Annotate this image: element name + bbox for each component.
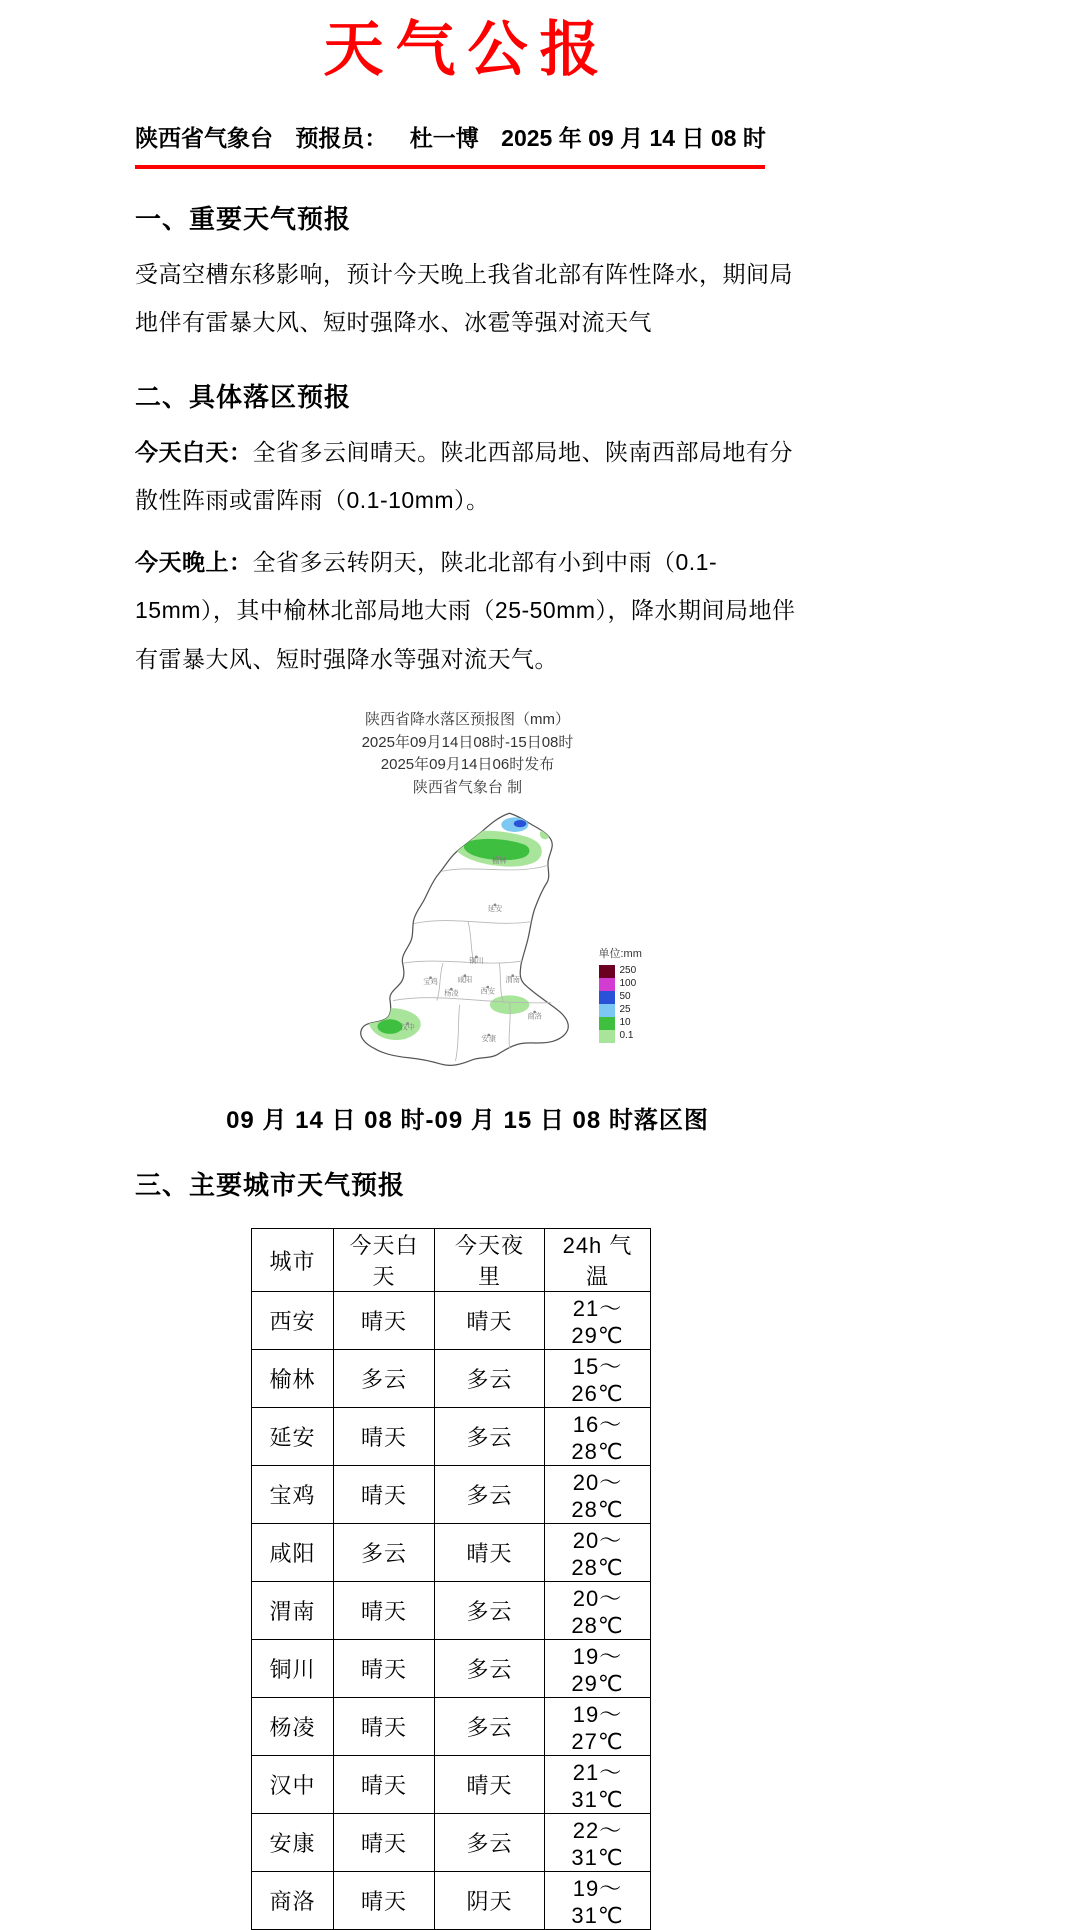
table-cell: 22～31℃ — [545, 1814, 651, 1872]
table-cell: 20～28℃ — [545, 1524, 651, 1582]
table-row — [252, 1814, 651, 1872]
daytime-text: 全省多云间晴天。陕北西部局地、陕南西部局地有分散性阵雨或雷阵雨（0.1-10mm）。 — [135, 438, 793, 513]
col-header-day: 今天白天 — [334, 1229, 435, 1292]
legend-value: 0.1 — [619, 1030, 634, 1042]
table-row — [252, 1872, 651, 1930]
map-city-label: 杨凌 — [443, 988, 459, 998]
table-row — [252, 1350, 651, 1408]
map-city-label: 安康 — [481, 1034, 496, 1044]
map-title-line2: 2025年09月14日08时-15日08时 — [361, 733, 574, 751]
map-caption: 09 月 14 日 08 时-09 月 15 日 08 时落区图 — [226, 1107, 709, 1135]
table-cell: 阴天 — [435, 1872, 545, 1930]
agency-name: 陕西省气象台 — [135, 125, 273, 151]
night-forecast — [135, 538, 800, 683]
map-legend-items — [599, 965, 642, 1043]
legend-item — [599, 1004, 642, 1017]
map-title-line3: 2025年09月14日06时发布 — [380, 756, 555, 774]
city-weather-tbody — [252, 1292, 651, 1930]
table-cell: 商洛 — [252, 1872, 334, 1930]
legend-swatch — [599, 1017, 615, 1030]
map-city-label: 商洛 — [526, 1011, 542, 1021]
table-cell: 19～31℃ — [545, 1872, 651, 1930]
issuer-line — [135, 120, 765, 169]
daytime-forecast — [135, 428, 800, 525]
map-title-line4: 陕西省气象台 制 — [412, 778, 523, 796]
precipitation-map-figure — [135, 709, 800, 1135]
table-cell: 晴天 — [334, 1408, 435, 1466]
table-cell: 20～28℃ — [545, 1466, 651, 1524]
table-cell: 汉中 — [252, 1756, 334, 1814]
legend-item — [599, 1030, 642, 1043]
table-cell: 西安 — [252, 1292, 334, 1350]
map-city-label: 西安 — [480, 986, 495, 996]
table-cell: 晴天 — [334, 1872, 435, 1930]
table-cell: 晴天 — [334, 1640, 435, 1698]
night-label: 今天晚上： — [135, 549, 253, 576]
table-cell: 安康 — [252, 1814, 334, 1872]
table-cell: 晴天 — [334, 1814, 435, 1872]
section1-heading: 一、重要天气预报 — [135, 204, 352, 234]
rain-patch-northeast-light — [539, 829, 549, 839]
legend-value: 250 — [619, 965, 637, 977]
night-text: 全省多云转阴天，陕北北部有小到中雨（0.1-15mm），其中榆林北部局地大雨（25-50mm），降水期间局地伴有雷暴大风、短时强降水等强对流天气。 — [135, 549, 796, 672]
legend-value: 25 — [619, 1004, 631, 1016]
forecaster-name: 杜一博 — [409, 125, 479, 151]
table-cell: 晴天 — [334, 1582, 435, 1640]
table-cell: 多云 — [435, 1466, 545, 1524]
page-title: 天气公报 — [323, 17, 612, 83]
table-cell: 多云 — [435, 1814, 545, 1872]
table-cell: 咸阳 — [252, 1524, 334, 1582]
table-cell: 多云 — [435, 1698, 545, 1756]
map-city-label: 宝鸡 — [422, 977, 438, 987]
table-row — [252, 1524, 651, 1582]
city-weather-table — [251, 1228, 651, 1930]
col-header-city: 城市 — [252, 1229, 334, 1292]
table-cell: 多云 — [334, 1350, 435, 1408]
table-cell: 晴天 — [334, 1698, 435, 1756]
table-cell: 榆林 — [252, 1350, 334, 1408]
table-cell: 多云 — [435, 1582, 545, 1640]
table-row — [252, 1640, 651, 1698]
province-map-svg — [343, 807, 593, 1088]
table-header-row — [252, 1229, 651, 1292]
table-row — [252, 1756, 651, 1814]
table-cell: 铜川 — [252, 1640, 334, 1698]
table-row — [252, 1582, 651, 1640]
table-row — [252, 1698, 651, 1756]
table-cell: 晴天 — [435, 1292, 545, 1350]
rain-patch-north-storm — [513, 820, 525, 827]
rain-patch-southwest-moderate — [377, 1019, 402, 1034]
table-cell: 渭南 — [252, 1582, 334, 1640]
map-city-label: 榆林 — [491, 856, 506, 866]
bulletin-content — [135, 120, 800, 1930]
table-cell: 20～28℃ — [545, 1582, 651, 1640]
legend-value: 50 — [619, 991, 631, 1003]
table-cell: 杨凌 — [252, 1698, 334, 1756]
table-cell: 19～27℃ — [545, 1698, 651, 1756]
legend-swatch — [599, 965, 615, 978]
section2-heading: 二、具体落区预报 — [135, 381, 352, 412]
legend-item — [599, 978, 642, 991]
map-titles — [135, 709, 800, 799]
map-city-label: 汉中 — [399, 1022, 415, 1032]
legend-value: 10 — [619, 1017, 631, 1029]
table-row — [252, 1408, 651, 1466]
legend-swatch — [599, 991, 615, 1004]
table-cell: 晴天 — [435, 1756, 545, 1814]
legend-item — [599, 965, 642, 978]
legend-swatch — [599, 978, 615, 991]
legend-swatch — [599, 1030, 615, 1043]
table-cell: 多云 — [435, 1408, 545, 1466]
map-city-label: 铜川 — [468, 956, 484, 966]
col-header-night: 今天夜里 — [435, 1229, 545, 1292]
map-title-line1: 陕西省降水落区预报图（mm） — [365, 711, 570, 729]
map-city-label: 咸阳 — [457, 974, 472, 984]
forecaster-label: 预报员： — [295, 125, 388, 151]
legend-item — [599, 991, 642, 1004]
table-cell: 晴天 — [334, 1466, 435, 1524]
table-cell: 延安 — [252, 1408, 334, 1466]
table-cell: 21～31℃ — [545, 1756, 651, 1814]
map-wrap — [343, 807, 642, 1088]
legend-item — [599, 1017, 642, 1030]
map-city-label: 延安 — [487, 904, 502, 914]
daytime-label: 今天白天： — [135, 438, 253, 465]
table-row — [252, 1292, 651, 1350]
col-header-temp: 24h 气温 — [545, 1229, 651, 1292]
map-legend — [599, 945, 642, 1043]
table-cell: 多云 — [435, 1640, 545, 1698]
legend-title: 单位:mm — [598, 947, 642, 960]
map-city-label: 渭南 — [504, 974, 520, 984]
section1-body: 受高空槽东移影响，预计今天晚上我省北部有阵性降水，期间局地伴有雷暴大风、短时强降水、冰雹等强对流天气 — [135, 261, 793, 336]
issue-datetime: 2025 年 09 月 14 日 08 时 — [501, 125, 766, 151]
table-cell: 晴天 — [334, 1756, 435, 1814]
table-cell: 多云 — [435, 1350, 545, 1408]
legend-swatch — [599, 1004, 615, 1017]
table-cell: 21～29℃ — [545, 1292, 651, 1350]
table-cell: 晴天 — [435, 1524, 545, 1582]
table-cell: 晴天 — [334, 1292, 435, 1350]
table-cell: 多云 — [334, 1524, 435, 1582]
table-cell: 19～29℃ — [545, 1640, 651, 1698]
table-cell: 16～28℃ — [545, 1408, 651, 1466]
table-cell: 15～26℃ — [545, 1350, 651, 1408]
table-row — [252, 1466, 651, 1524]
section3-heading: 三、主要城市天气预报 — [135, 1170, 406, 1201]
table-cell: 宝鸡 — [252, 1466, 334, 1524]
legend-value: 100 — [619, 978, 637, 990]
